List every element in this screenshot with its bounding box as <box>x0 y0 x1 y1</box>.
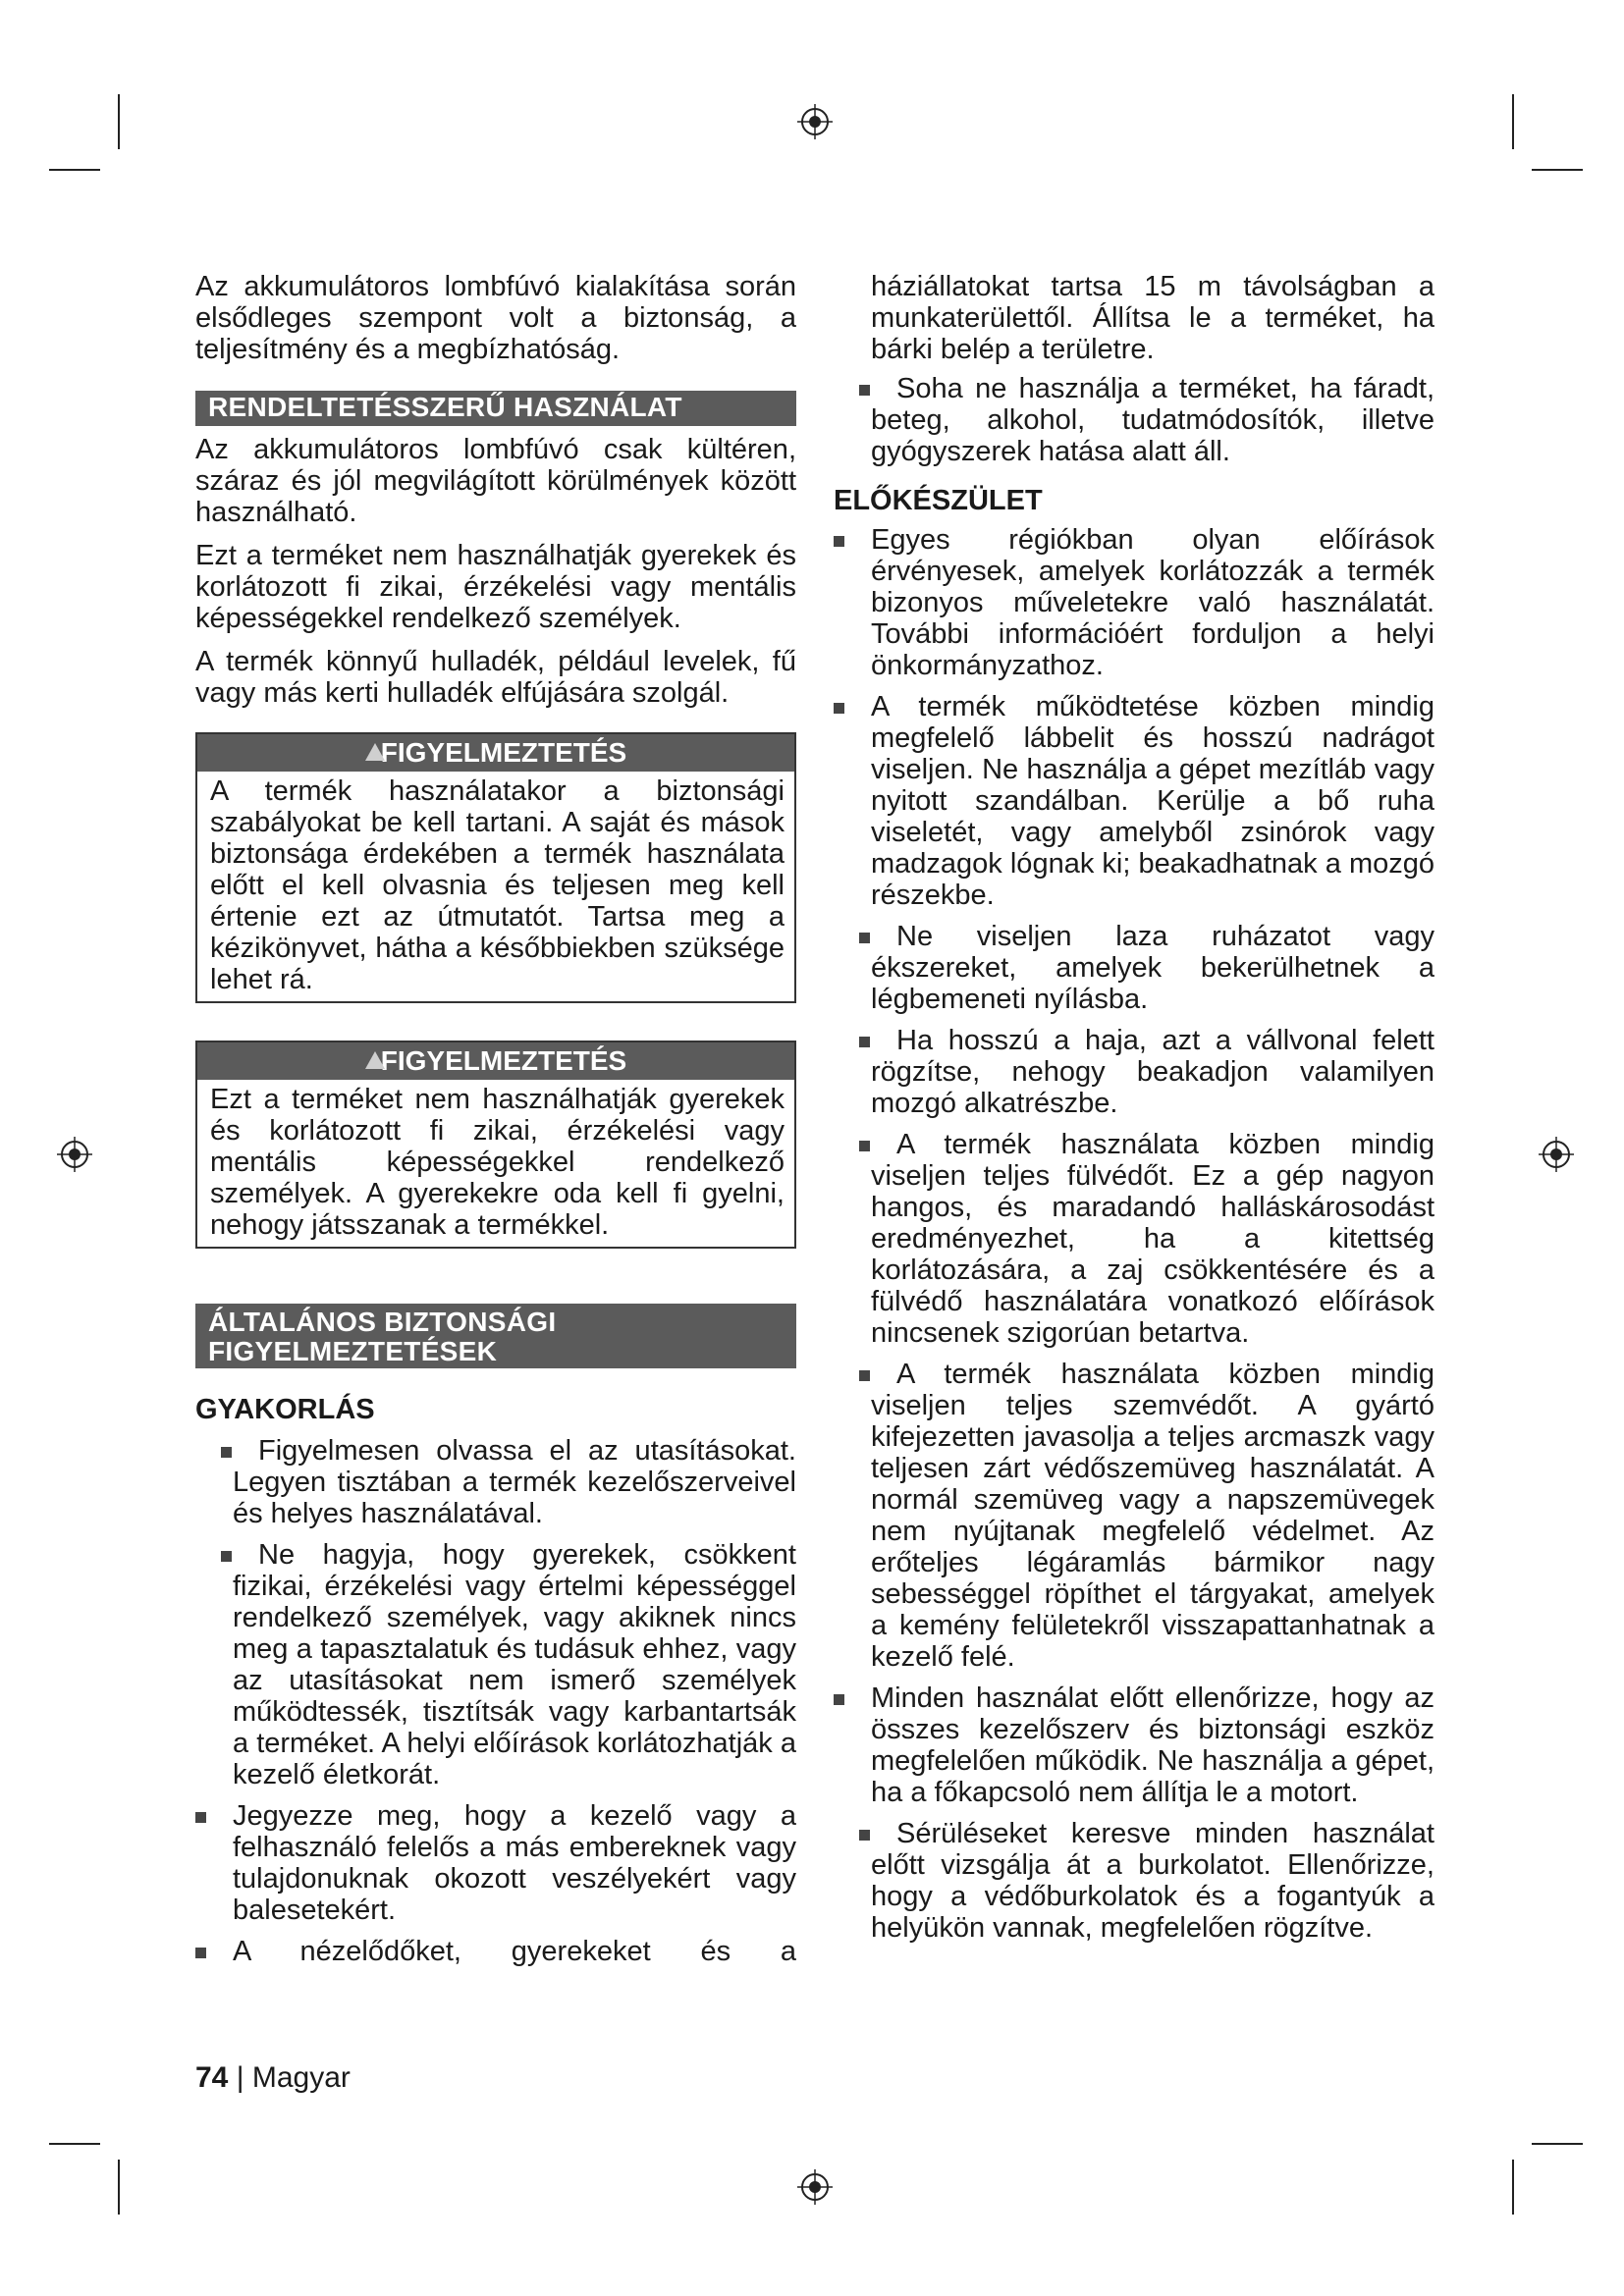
list-item: A nézelődőket, gyerekeket és a <box>195 1936 796 1967</box>
warning-title: FIGYELMEZTETÉS <box>380 1045 627 1076</box>
warning-header <box>197 734 794 772</box>
list-item: Minden használat előtt ellenőrizze, hogy az összes kezelőszerv és biztonsági eszköz megfelelően működik. Ne használja a gépet, ha a főkapcsoló nem állítja le a motort. <box>834 1682 1435 1808</box>
right-column <box>834 271 1435 1953</box>
list-item: Sérüléseket keresve minden használat előtt vizsgálja át a burkolatot. Ellenőrizze, hogy a védőburkolatok és a fogantyúk a helyükön vannak, megfelelően rögzítve. <box>834 1818 1435 1944</box>
list-item: Soha ne használja a terméket, ha fáradt, beteg, alkohol, tudatmódosítók, illetve gyógyszerek hatása alatt áll. <box>834 373 1435 467</box>
crop-mark-bottom-right-vertical <box>1512 2160 1514 2215</box>
registration-target-icon <box>795 102 835 141</box>
preparation-heading: ELŐKÉSZÜLET <box>834 485 1043 516</box>
practice-heading: GYAKORLÁS <box>195 1394 375 1425</box>
bullet-square-icon <box>859 1141 870 1151</box>
bullet-square-icon <box>834 703 844 714</box>
list-item: Ne viseljen laza ruházatot vagy ékszereket, amelyek bekerülhetnek a légbemeneti nyílásba. <box>834 921 1435 1015</box>
list-item: Ha hosszú a haja, azt a vállvonal felett rögzítse, nehogy beakadjon valamilyen mozgó alkatrészbe. <box>834 1025 1435 1119</box>
intended-use-heading: RENDELTETÉSSZERŰ HASZNÁLAT <box>195 391 796 426</box>
list-item: Figyelmesen olvassa el az utasításokat. Legyen tisztában a termék kezelőszerveivel és helyes használatával. <box>195 1435 796 1529</box>
bullet-square-icon <box>221 1447 232 1458</box>
bullet-square-icon <box>859 385 870 396</box>
crop-mark-top-left-vertical <box>118 94 120 149</box>
list-item: Jegyezze meg, hogy a kezelő vagy a felhasználó felelős a más embereknek vagy tulajdonuknak okozott veszélyekért vagy balesetekért. <box>195 1800 796 1926</box>
bullet-square-icon <box>834 1694 844 1705</box>
registration-target-icon <box>55 1135 94 1174</box>
crop-mark-top-right-vertical <box>1512 94 1514 149</box>
warning-triangle-icon <box>365 743 385 761</box>
left-column <box>195 271 796 1977</box>
general-safety-heading <box>195 1304 796 1368</box>
page-footer <box>195 2061 351 2095</box>
warning-box <box>195 1041 796 1249</box>
crop-mark-bottom-left-vertical <box>118 2160 120 2215</box>
warning-title: FIGYELMEZTETÉS <box>380 737 627 768</box>
bullet-square-icon <box>859 1370 870 1381</box>
bullet-square-icon <box>221 1551 232 1562</box>
warning-text: A termék használatakor a biztonsági szabályokat be kell tartani. A saját és mások biztonsága érdekében a termék használata előtt el kell olvasnia és teljesen meg kell értenie ezt az útmutatót. Tartsa meg a kézikönyvet, hátha a későbbiekben szüksége lehet rá. <box>210 775 785 995</box>
registration-target-icon <box>795 2167 835 2207</box>
intro-paragraph: Az akkumulátoros lombfúvó kialakítása során elsődleges szempont volt a biztonság, a teljesítmény és a megbízhatóság. <box>195 271 796 365</box>
intended-use-paragraph: A termék könnyű hulladék, például levelek, fű vagy más kerti hulladék elfújására szolgál. <box>195 646 796 709</box>
general-safety-heading-line: ÁLTALÁNOS BIZTONSÁGI <box>208 1307 557 1337</box>
footer-separator: | <box>236 2061 244 2094</box>
intended-use-paragraph: Ezt a terméket nem használhatják gyerekek és korlátozott fi zikai, érzékelési vagy mentális képességekkel rendelkező személyek. <box>195 540 796 634</box>
list-item: A termék használata közben mindig viseljen teljes fülvédőt. Ez a gép nagyon hangos, és maradandó halláskárosodást eredményezhet, ha a kitettség korlátozására, a zaj csökkentésére és a fülvédő használatára vonatkozó előírások nincsenek szigorúan betartva. <box>834 1129 1435 1349</box>
list-item: Egyes régiókban olyan előírások érvényesek, amelyek korlátozzák a termék bizonyos műveletekre való használatát. További információért forduljon a helyi önkormányzathoz. <box>834 524 1435 681</box>
bullet-square-icon <box>859 1830 870 1841</box>
list-item: Ne hagyja, hogy gyerekek, csökkent fizikai, érzékelési vagy értelmi képességgel rendelkező személyek, vagy akiknek nincs meg a tapasztalatuk és tudásuk ehhez, vagy az utasításokat nem ismerő személyek működtessék, tisztítsák vagy karbantartsák a terméket. A helyi előírások korlátozhatják a kezelő életkorát. <box>195 1539 796 1790</box>
intended-use-paragraph: Az akkumulátoros lombfúvó csak kültéren, száraz és jól megvilágított körülmények között használható. <box>195 434 796 528</box>
crop-mark-top-right-horizontal <box>1532 169 1583 171</box>
warning-header <box>197 1042 794 1080</box>
warning-text: Ezt a terméket nem használhatják gyerekek és korlátozott fi zikai, érzékelési vagy mentális képességekkel rendelkező személyek. A gyerekekre oda kell fi gyelni, nehogy játsszanak a termékkel. <box>210 1084 785 1241</box>
crop-mark-bottom-right-horizontal <box>1532 2143 1583 2145</box>
list-item: A termék működtetése közben mindig megfelelő lábbelit és hosszú nadrágot viseljen. Ne használja a gépet mezítláb vagy nyitott szandálban. Kerülje a bő ruha viseletét, vagy amelyből zsinórok vagy madzagok lógnak ki; beakadhatnak a mozgó részekbe. <box>834 691 1435 911</box>
bullet-square-icon <box>859 933 870 943</box>
page-number: 74 <box>195 2061 229 2094</box>
registration-target-icon <box>1537 1135 1576 1174</box>
bullet-square-icon <box>834 536 844 547</box>
warning-box <box>195 732 796 1003</box>
bullet-square-icon <box>195 1812 206 1823</box>
crop-mark-bottom-left-horizontal <box>49 2143 100 2145</box>
crop-mark-top-left-horizontal <box>49 169 100 171</box>
list-item: A termék használata közben mindig viseljen teljes szemvédőt. A gyártó kifejezetten javasolja a teljes arcmaszk vagy teljesen zárt védőszemüveg használatát. A normál szemüveg vagy a napszemüvegek nem nyújtanak megfelelő védelmet. Az erőteljes légáramlás bármikor nagy sebességgel röpíthet el tárgyakat, amelyek a kemény felületekről visszapattanhatnak a kezelő felé. <box>834 1359 1435 1673</box>
footer-language: Magyar <box>251 2061 351 2094</box>
general-safety-heading-line: FIGYELMEZTETÉSEK <box>208 1336 498 1366</box>
continuation-paragraph: háziállatokat tartsa 15 m távolságban a munkaterülettől. Állítsa le a terméket, ha bárki belép a területre. <box>871 271 1435 365</box>
warning-triangle-icon <box>365 1051 385 1069</box>
bullet-square-icon <box>195 1948 206 1958</box>
bullet-square-icon <box>859 1037 870 1047</box>
